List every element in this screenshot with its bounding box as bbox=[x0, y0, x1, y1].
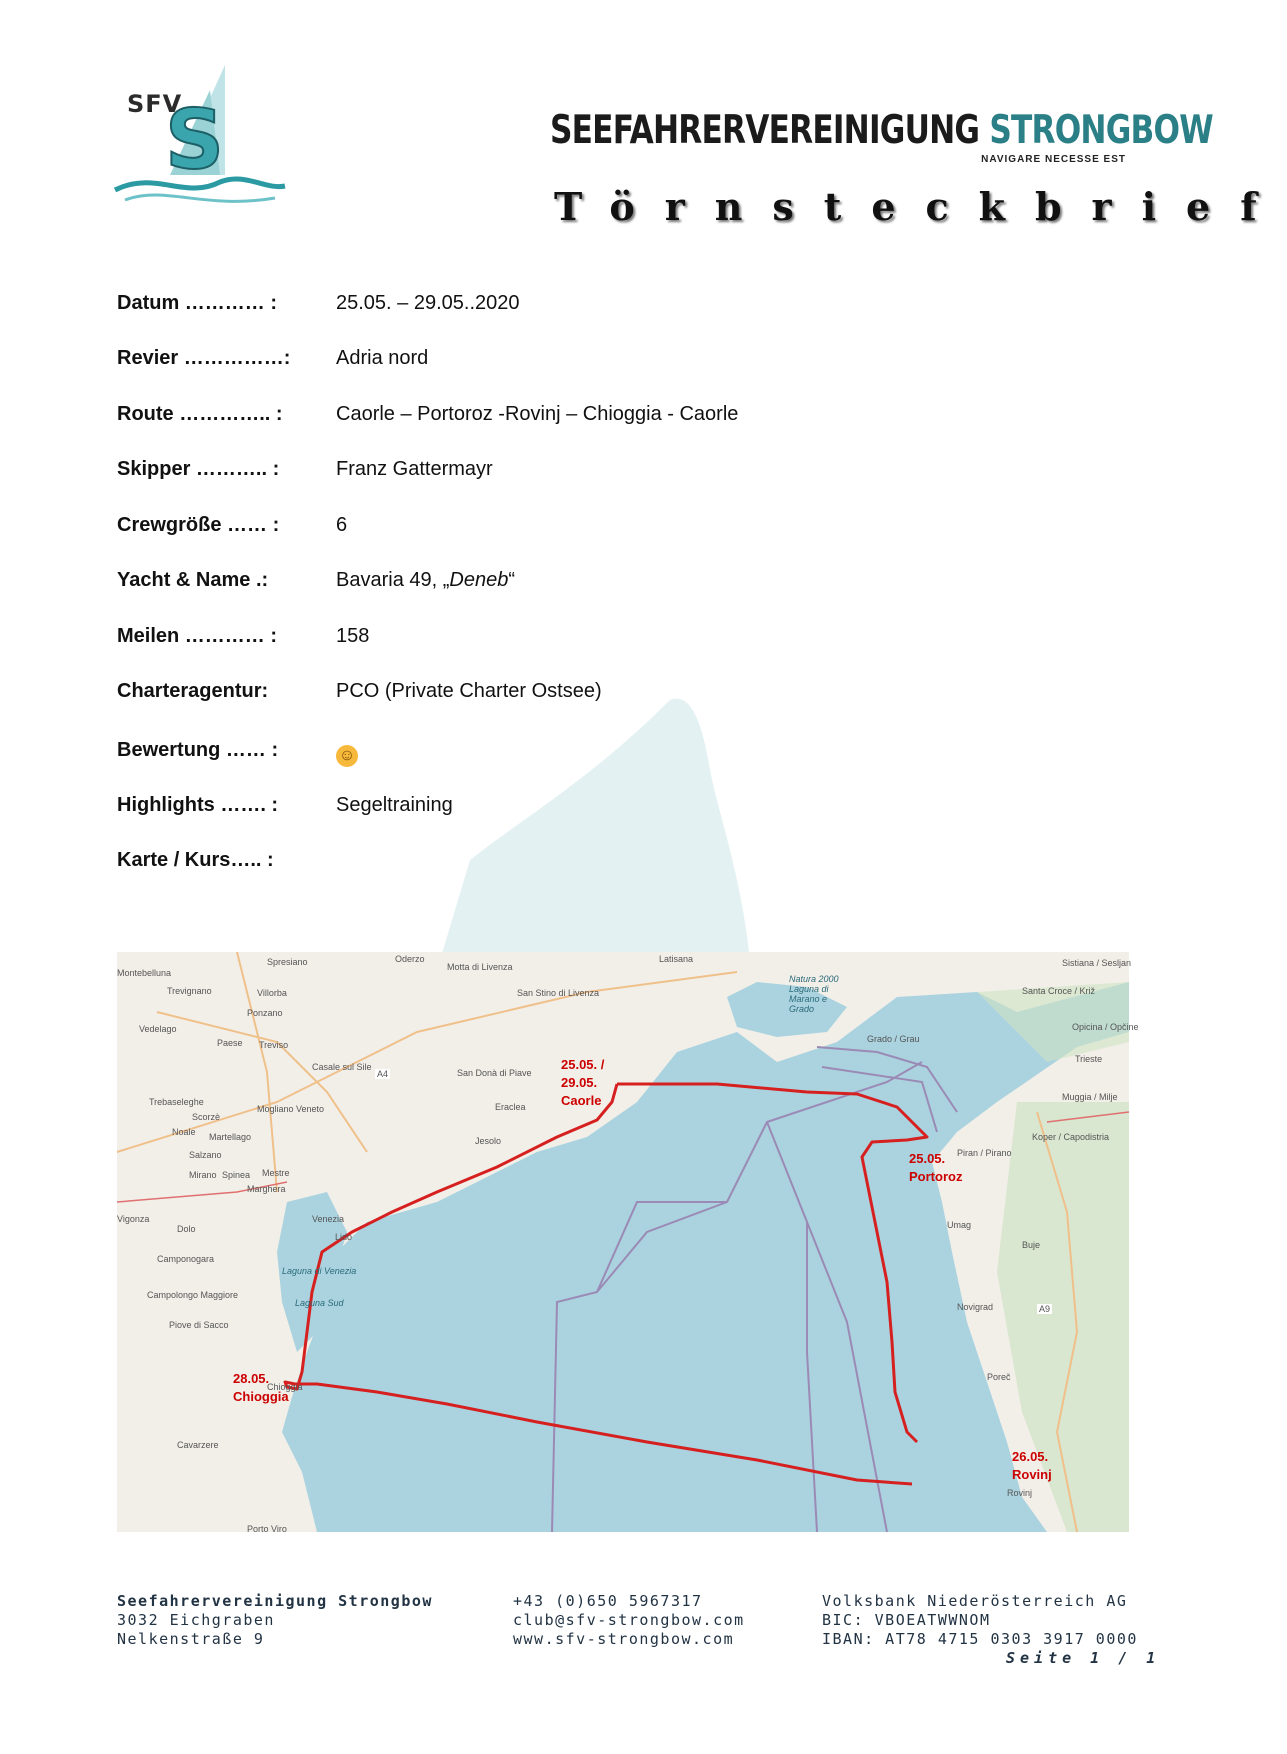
footer-city: 3032 Eichgraben bbox=[117, 1611, 275, 1629]
town-label: Venezia bbox=[312, 1214, 345, 1224]
sail-watermark bbox=[440, 700, 820, 960]
document-title: Törnsteckbrief bbox=[554, 184, 1287, 229]
town-label: Marghera bbox=[247, 1184, 286, 1194]
town-label: Umag bbox=[947, 1220, 972, 1230]
motto: NAVIGARE NECESSE EST bbox=[981, 154, 1126, 165]
info-label: Skipper ……….. : bbox=[117, 458, 280, 480]
info-label: Yacht & Name .: bbox=[117, 569, 269, 591]
footer-bank-name: Volksbank Niederösterreich AG bbox=[822, 1592, 1128, 1610]
town-label: Salzano bbox=[189, 1150, 222, 1160]
footer-address bbox=[117, 1592, 433, 1649]
info-label: Karte / Kurs….. : bbox=[117, 849, 274, 871]
info-value: Caorle – Portoroz -Rovinj – Chioggia - Caorle bbox=[336, 403, 739, 425]
town-label: Piran / Pirano bbox=[957, 1148, 1012, 1158]
info-value: 158 bbox=[336, 625, 370, 647]
info-value: 6 bbox=[336, 514, 348, 536]
town-label: Cavarzere bbox=[177, 1440, 219, 1450]
town-label: Koper / Capodistria bbox=[1032, 1132, 1110, 1142]
town-label: Scorzè bbox=[192, 1112, 221, 1122]
town-label: Santa Croce / Križ bbox=[1022, 986, 1096, 996]
town-label: Campolongo Maggiore bbox=[147, 1290, 239, 1300]
town-label: Lido bbox=[335, 1232, 353, 1242]
info-label: Route ………….. : bbox=[117, 403, 283, 425]
town-label: Laguna Sud bbox=[295, 1298, 344, 1308]
sail-s-logo-icon bbox=[115, 60, 315, 210]
town-label: Rovinj bbox=[1007, 1488, 1033, 1498]
footer-phone: +43 (0)650 5967317 bbox=[513, 1592, 703, 1610]
org-name-part2: STRONGBOW bbox=[989, 108, 1213, 153]
logo-abbreviation: SFV bbox=[127, 90, 183, 118]
info-value: Adria nord bbox=[336, 347, 429, 369]
stop-label-chioggia: 28.05. Chioggia bbox=[233, 1371, 289, 1404]
town-label: Eraclea bbox=[495, 1102, 526, 1112]
town-label: Poreč bbox=[987, 1372, 1011, 1382]
smiley-icon: ☺ bbox=[336, 745, 358, 767]
footer-email-link[interactable]: club@sfv-strongbow.com bbox=[513, 1611, 745, 1629]
info-label: Bewertung …… : bbox=[117, 739, 279, 761]
town-label: Novigrad bbox=[957, 1302, 994, 1312]
town-label: Dolo bbox=[177, 1224, 196, 1234]
footer-bic: BIC: VBOEATWWNOM bbox=[822, 1611, 991, 1629]
town-label: Trebaseleghe bbox=[149, 1097, 204, 1107]
town-label: Oderzo bbox=[395, 954, 425, 964]
town-label: Martellago bbox=[209, 1132, 252, 1142]
town-label: Opicina / Opčine bbox=[1072, 1022, 1139, 1032]
town-label: Mestre bbox=[262, 1168, 290, 1178]
town-label: Natura 2000 Laguna di Marano e Grado bbox=[789, 974, 839, 1014]
info-label: Datum ………… : bbox=[117, 292, 277, 314]
town-label: Spresiano bbox=[267, 957, 308, 967]
town-label: A9 bbox=[1039, 1304, 1051, 1314]
town-label: A4 bbox=[377, 1069, 389, 1079]
footer-org-name: Seefahrervereinigung Strongbow bbox=[117, 1592, 433, 1610]
footer-contact bbox=[513, 1592, 745, 1649]
town-label: Trevignano bbox=[167, 986, 212, 996]
town-label: Mirano bbox=[189, 1170, 217, 1180]
town-label: Villorba bbox=[257, 988, 287, 998]
town-label: Latisana bbox=[659, 954, 694, 964]
yacht-name: Deneb bbox=[449, 569, 509, 591]
map-graphic bbox=[117, 952, 1132, 1532]
info-label: Revier ……………: bbox=[117, 347, 291, 369]
info-value: PCO (Private Charter Ostsee) bbox=[336, 680, 602, 702]
footer-web-link[interactable]: www.sfv-strongbow.com bbox=[513, 1630, 735, 1648]
town-label: Grado / Grau bbox=[867, 1034, 920, 1044]
info-value bbox=[336, 563, 515, 597]
info-value: Franz Gattermayr bbox=[336, 458, 493, 480]
info-label: Meilen ………… : bbox=[117, 625, 278, 647]
town-label: San Stino di Livenza bbox=[517, 988, 600, 998]
stop-label-rovinj: 26.05. Rovinj bbox=[1012, 1449, 1052, 1482]
info-value: 25.05. – 29.05..2020 bbox=[336, 292, 520, 314]
town-label: Chioggia bbox=[267, 1382, 303, 1392]
stop-label-caorle: 25.05. / 29.05. Caorle bbox=[561, 1057, 605, 1108]
town-label: Vedelago bbox=[139, 1024, 177, 1034]
town-label: Jesolo bbox=[475, 1136, 502, 1146]
page-number: Seite 1 / 1 bbox=[1006, 1649, 1161, 1667]
town-label: Sistiana / Sesljan bbox=[1062, 958, 1132, 968]
info-label: Highlights ……. : bbox=[117, 794, 279, 816]
town-label: Camponogara bbox=[157, 1254, 215, 1264]
town-label: Spinea bbox=[222, 1170, 251, 1180]
info-label: Charteragentur: bbox=[117, 680, 269, 702]
town-label: Laguna di Venezia bbox=[282, 1266, 357, 1276]
town-label: Casale sul Sile bbox=[312, 1062, 372, 1072]
footer-bank bbox=[822, 1592, 1138, 1649]
town-label: Montebelluna bbox=[117, 968, 172, 978]
town-label: Muggia / Milje bbox=[1062, 1092, 1118, 1102]
club-logo bbox=[115, 60, 315, 210]
town-label: Piove di Sacco bbox=[169, 1320, 229, 1330]
town-label: Trieste bbox=[1075, 1054, 1103, 1064]
info-value: Segeltraining bbox=[336, 794, 453, 816]
stop-label-portoroz: 25.05. Portoroz bbox=[909, 1151, 963, 1184]
town-label: Vigonza bbox=[117, 1214, 150, 1224]
footer-street: Nelkenstraße 9 bbox=[117, 1630, 265, 1648]
yacht-quote-close: “ bbox=[508, 569, 515, 591]
town-label: San Donà di Piave bbox=[457, 1068, 532, 1078]
town-label: Motta di Livenza bbox=[447, 962, 513, 972]
yacht-type: Bavaria 49, „ bbox=[336, 569, 450, 591]
organization-name bbox=[550, 108, 1213, 153]
town-label: Porto Viro bbox=[247, 1524, 287, 1534]
info-label: Crewgröße …… : bbox=[117, 514, 280, 536]
route-map bbox=[117, 952, 1139, 1534]
svg-text:S: S bbox=[165, 93, 225, 188]
town-label: Noale bbox=[172, 1127, 196, 1137]
town-label: Ponzano bbox=[247, 1008, 283, 1018]
org-name-part1: SEEFAHRERVEREINIGUNG bbox=[550, 108, 980, 153]
footer-iban: IBAN: AT78 4715 0303 3917 0000 bbox=[822, 1630, 1138, 1648]
town-label: Paese bbox=[217, 1038, 243, 1048]
town-label: Treviso bbox=[259, 1040, 289, 1050]
town-label: Mogliano Veneto bbox=[257, 1104, 325, 1114]
town-label: Buje bbox=[1022, 1240, 1041, 1250]
